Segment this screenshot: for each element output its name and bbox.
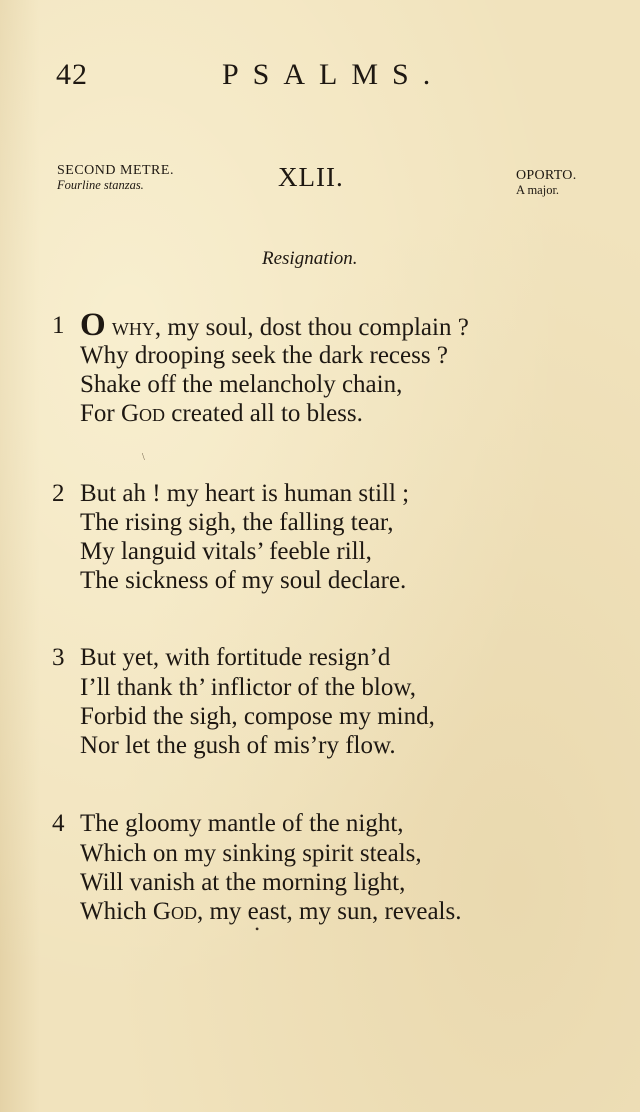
tune-info <box>516 168 577 198</box>
line-rest: , my soul, dost thou complain ? <box>154 314 469 341</box>
verse-line <box>80 307 469 343</box>
line-start: Which <box>80 898 153 925</box>
tune-key: A major. <box>516 183 560 197</box>
verse-line: Will vanish at the morning light, <box>80 869 406 896</box>
verse-line: Shake off the melancholy chain, <box>80 371 403 398</box>
verse-line: Why drooping seek the dark recess ? <box>80 342 448 369</box>
verse-line: Forbid the sigh, compose my mind, <box>80 703 435 730</box>
verse-line: The gloomy mantle of the night, <box>80 810 404 837</box>
verse-line: The rising sigh, the falling tear, <box>80 509 394 536</box>
verse-line: Which on my sinking spirit steals, <box>80 840 422 867</box>
verse-line: My languid vitals’ feeble rill, <box>80 538 372 565</box>
page-number: 42 <box>56 58 88 91</box>
small-caps-word: God <box>152 898 197 925</box>
stanza-number: 3 <box>52 644 65 671</box>
drop-initial: O <box>80 307 106 343</box>
stanza-form: Fourline stanzas. <box>57 178 144 192</box>
stanza-number: 2 <box>52 480 65 507</box>
line-start: For <box>80 400 121 427</box>
line-rest: , my east, my sun, reveals. <box>196 898 462 925</box>
stanza-number: 4 <box>52 810 65 837</box>
verse-line <box>80 896 461 927</box>
verse-line: But ah ! my heart is human still ; <box>80 480 410 507</box>
stanza-number: 1 <box>52 312 65 339</box>
psalm-subtitle: Resignation. <box>262 248 358 269</box>
metre-info <box>57 163 174 193</box>
psalm-number: XLII. <box>278 162 344 192</box>
running-head: PSALMS. <box>222 58 445 91</box>
verse-line: I’ll thank th’ inflictor of the blow, <box>80 674 417 701</box>
small-caps-word: God <box>120 400 166 427</box>
print-mark: \ <box>142 452 145 463</box>
tune-name: OPORTO. <box>516 168 577 183</box>
small-caps-word: why <box>111 314 155 341</box>
verse-line: The sickness of my soul declare. <box>80 567 407 594</box>
print-mark: • <box>255 922 260 936</box>
verse-line <box>80 398 363 429</box>
metre: SECOND METRE. <box>57 163 174 178</box>
verse-line: But yet, with fortitude resign’d <box>80 644 391 671</box>
verse-line: Nor let the gush of mis’ry flow. <box>80 732 396 759</box>
line-rest: created all to bless. <box>165 400 363 427</box>
